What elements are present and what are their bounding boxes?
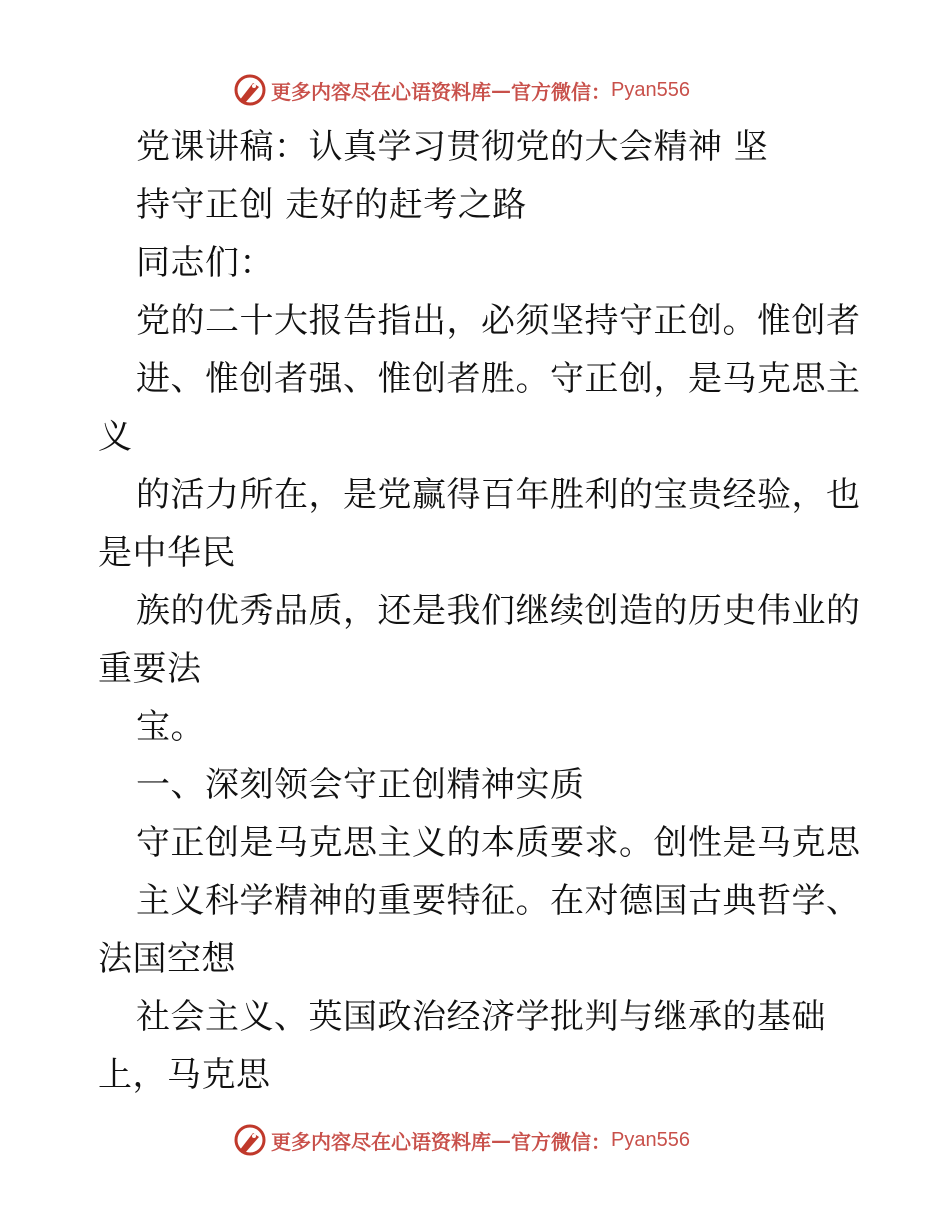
watermark-sub-text: 官方微信： bbox=[511, 1129, 611, 1154]
pen-nib-logo-icon bbox=[233, 1123, 267, 1157]
footer-watermark bbox=[233, 1122, 690, 1158]
paragraph-line: 重要法 bbox=[98, 649, 202, 689]
paragraph-line: 的活力所在，是党赢得百年胜利的宝贵经验，也 bbox=[136, 475, 861, 515]
pen-nib-logo-icon bbox=[233, 73, 267, 107]
watermark-separator: — bbox=[491, 1128, 511, 1152]
paragraph-line: 进、惟创者强、惟创者胜。守正创，是马克思主 bbox=[136, 359, 861, 399]
title-line-1: 党课讲稿：认真学习贯彻党的大会精神 坚 bbox=[136, 127, 769, 167]
section-heading: 一、深刻领会守正创精神实质 bbox=[136, 765, 585, 805]
paragraph-line: 主义科学精神的重要特征。在对德国古典哲学、 bbox=[136, 881, 861, 921]
watermark-separator: — bbox=[491, 78, 511, 102]
header-watermark bbox=[233, 72, 690, 108]
watermark-sub-text: 官方微信： bbox=[511, 79, 611, 104]
paragraph-line: 社会主义、英国政治经济学批判与继承的基础 bbox=[136, 997, 826, 1037]
salutation: 同志们： bbox=[136, 243, 274, 283]
watermark-handle: Pyan556 bbox=[611, 1128, 690, 1151]
watermark-main-text: 更多内容尽在心语资料库 bbox=[271, 1129, 491, 1154]
paragraph-line: 族的优秀品质，还是我们继续创造的历史伟业的 bbox=[136, 591, 861, 631]
paragraph-line: 上，马克思 bbox=[98, 1055, 271, 1095]
paragraph-line: 义 bbox=[98, 417, 133, 457]
paragraph-line: 党的二十大报告指出，必须坚持守正创。惟创者 bbox=[136, 301, 861, 341]
paragraph-line: 是中华民 bbox=[98, 533, 236, 573]
paragraph-line: 守正创是马克思主义的本质要求。创性是马克思 bbox=[136, 823, 861, 863]
watermark-main-text: 更多内容尽在心语资料库 bbox=[271, 79, 491, 104]
paragraph-line: 宝。 bbox=[136, 707, 205, 747]
title-line-2: 持守正创 走好的赶考之路 bbox=[136, 185, 527, 225]
watermark-handle: Pyan556 bbox=[611, 78, 690, 101]
paragraph-line: 法国空想 bbox=[98, 939, 236, 979]
